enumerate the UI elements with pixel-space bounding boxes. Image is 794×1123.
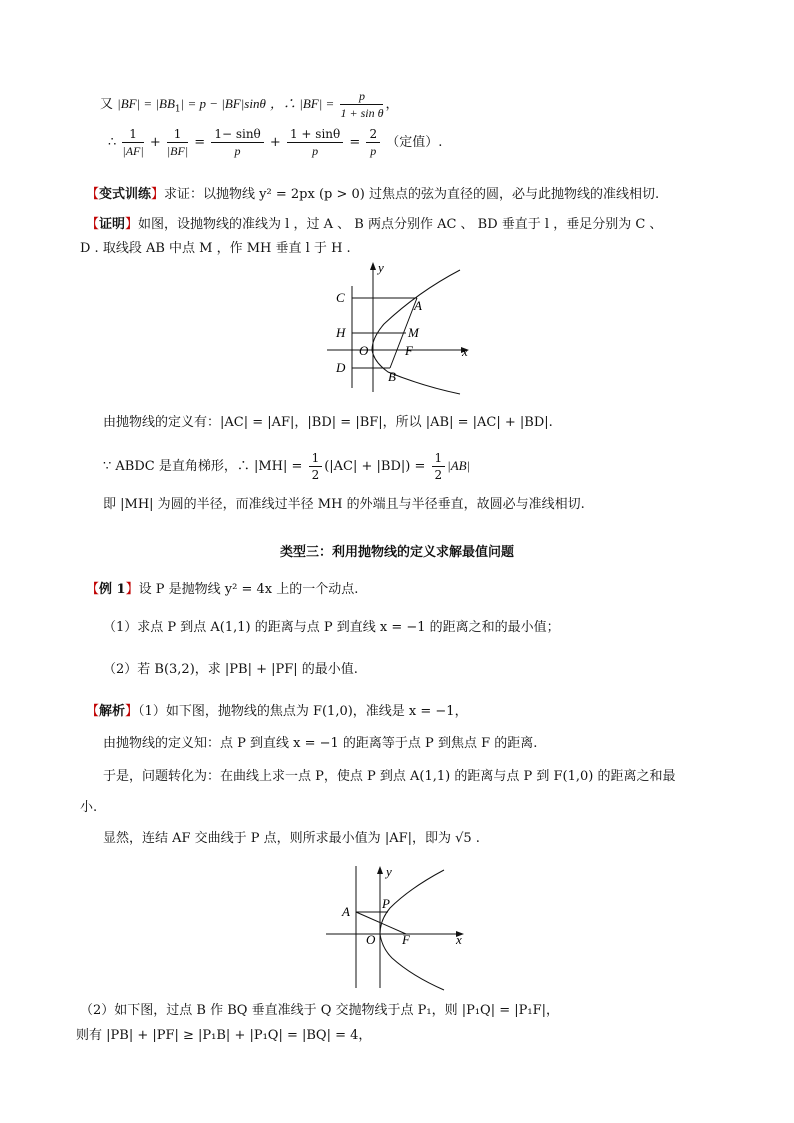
question-2 — [103, 663, 358, 676]
text: （2）若 B(3,2)，求 |PB| + |PF| 的最小值. — [103, 662, 358, 677]
denominator: 1 + sin θ — [340, 106, 384, 120]
solution-line-5 — [103, 832, 480, 845]
solution-line-6 — [80, 1004, 559, 1017]
label-B: B — [388, 369, 396, 384]
text: 即 |MH| 为圆的半径，而准线过半径 MH 的外端且与半径垂直，故圆必与准线相切. — [103, 497, 585, 512]
text: | = p − |BF|sin — [180, 96, 260, 111]
denominator: 2 — [311, 468, 320, 482]
text: （1）如下图，抛物线的焦点为 F(1,0)，准线是 x = −1， — [138, 704, 468, 719]
fraction — [167, 128, 188, 157]
bracket: 】 — [125, 217, 139, 232]
numerator: 1 — [122, 128, 143, 143]
numerator: 2 — [366, 128, 380, 143]
text: |BF| = |BB — [117, 96, 175, 111]
label-H: H — [336, 325, 346, 340]
label-D: D — [336, 360, 346, 375]
text: ，∴ |BF| = — [270, 96, 335, 111]
text: (|AC| + |BD|) = — [324, 459, 426, 474]
label-A: A — [414, 298, 422, 313]
denominator: p — [312, 144, 319, 158]
text: = — [349, 135, 361, 150]
formula-line-1 — [100, 90, 398, 119]
fraction — [366, 128, 380, 157]
fraction — [211, 128, 263, 157]
text: + — [269, 135, 281, 150]
section-title: 类型三：利用抛物线的定义求解最值问题 — [279, 545, 514, 560]
denominator: p — [234, 144, 241, 158]
text-line-8 — [103, 498, 585, 511]
denominator: p — [370, 144, 377, 158]
solution-line-1 — [86, 705, 468, 718]
label-O: O — [359, 343, 369, 358]
text: 显然，连结 AF 交曲线于 P 点，则所求最小值为 |AF|，即为 √5 . — [103, 831, 480, 846]
text: 则有 |PB| + |PF| ≥ |P₁B| + |P₁Q| = |BQ| = 4， — [76, 1028, 372, 1043]
numerator: 1 — [167, 128, 188, 143]
bracket: 】 — [151, 187, 165, 202]
bracket: 【 — [86, 187, 100, 202]
label-F: F — [402, 932, 410, 947]
numerator: 1 + sinθ — [287, 128, 343, 143]
solution-line-4 — [80, 801, 97, 814]
bracket: 【 — [86, 704, 100, 719]
fraction — [340, 90, 383, 119]
text: 于是，问题转化为：在曲线上求一点 P，使点 P 到点 A(1,1) 的距离与点 P 到 F(1,0) 的距离之和最 — [103, 769, 676, 784]
proof-line-2 — [80, 242, 351, 255]
text: 求证：以抛物线 y² = 2px (p > 0) 过焦点的弦为直径的圆，必与此抛物线的准线相切. — [164, 187, 660, 202]
numerator: 1− sinθ — [211, 128, 263, 143]
label-M: M — [408, 325, 419, 340]
text: ∵ ABDC 是直角梯形，∴ |MH| = — [103, 459, 303, 474]
label-y: y — [378, 260, 384, 275]
text: + — [149, 135, 161, 150]
text: 如图，设抛物线的准线为 l ，过 A 、 B 两点分别作 AC 、 BD 垂直于 l ，垂足分别为 C 、 — [138, 217, 663, 232]
exercise-line — [86, 188, 659, 201]
proof-line-1 — [86, 218, 662, 231]
label-y: y — [386, 864, 392, 879]
tag: 例 1 — [99, 582, 126, 597]
formula-line-2 — [108, 128, 442, 157]
label-x: x — [456, 932, 462, 947]
label-x: x — [462, 344, 468, 359]
text: = — [194, 135, 206, 150]
text: |AB| — [447, 458, 471, 473]
tag: 变式训练 — [99, 187, 152, 202]
parabola-figure-2 — [322, 862, 472, 992]
text: 设 P 是抛物线 y² = 4x 上的一个动点. — [138, 582, 359, 597]
label-A: A — [342, 904, 350, 919]
tag: 证明 — [99, 217, 126, 232]
numerator: 1 — [309, 452, 323, 467]
label-O: O — [366, 932, 376, 947]
denominator: 2 — [434, 468, 443, 482]
fraction — [122, 128, 143, 157]
text: ， — [385, 97, 399, 112]
solution-line-3 — [103, 770, 675, 783]
solution-line-7 — [76, 1029, 371, 1042]
question-1 — [103, 621, 560, 634]
denominator: |BF| — [166, 144, 189, 158]
text: 小. — [80, 800, 98, 815]
bracket: 【 — [86, 217, 100, 232]
fraction — [432, 452, 446, 481]
bracket: 】 — [125, 704, 139, 719]
label-P: P — [382, 896, 390, 911]
label-C: C — [336, 290, 345, 305]
text-line-7 — [103, 452, 470, 481]
text: θ — [259, 96, 266, 111]
fraction — [309, 452, 323, 481]
text: （2）如下图，过点 B 作 BQ 垂直准线于 Q 交抛物线于点 P₁，则 |P₁Q| = |P₁F|， — [80, 1003, 559, 1018]
text: （定值）. — [386, 135, 443, 150]
fraction — [287, 128, 343, 157]
text-line-6 — [103, 416, 553, 429]
bracket: 【 — [86, 582, 100, 597]
text: 由抛物线的定义知：点 P 到直线 x = −1 的距离等于点 P 到焦点 F 的距离. — [103, 736, 538, 751]
text: D . 取线段 AB 中点 M ，作 MH 垂直 l 于 H . — [80, 241, 351, 256]
numerator: p — [340, 90, 383, 105]
denominator: |AF| — [122, 144, 144, 158]
label-F: F — [405, 343, 413, 358]
text: 由抛物线的定义有：|AC| = |AF|，|BD| = |BF|，所以 |AB| = |AC| + |BD|. — [103, 415, 553, 430]
solution-line-2 — [103, 737, 537, 750]
tag: 解析 — [99, 704, 126, 719]
text: ∴ — [108, 135, 117, 150]
example-line — [86, 583, 358, 596]
text: （1）求点 P 到点 A(1,1) 的距离与点 P 到直线 x = −1 的距离之和的最小值； — [103, 620, 560, 635]
text: 又 — [100, 97, 114, 112]
numerator: 1 — [432, 452, 446, 467]
bracket: 】 — [125, 582, 139, 597]
parabola-figure-1 — [322, 258, 482, 398]
text: 1 — [174, 104, 181, 115]
